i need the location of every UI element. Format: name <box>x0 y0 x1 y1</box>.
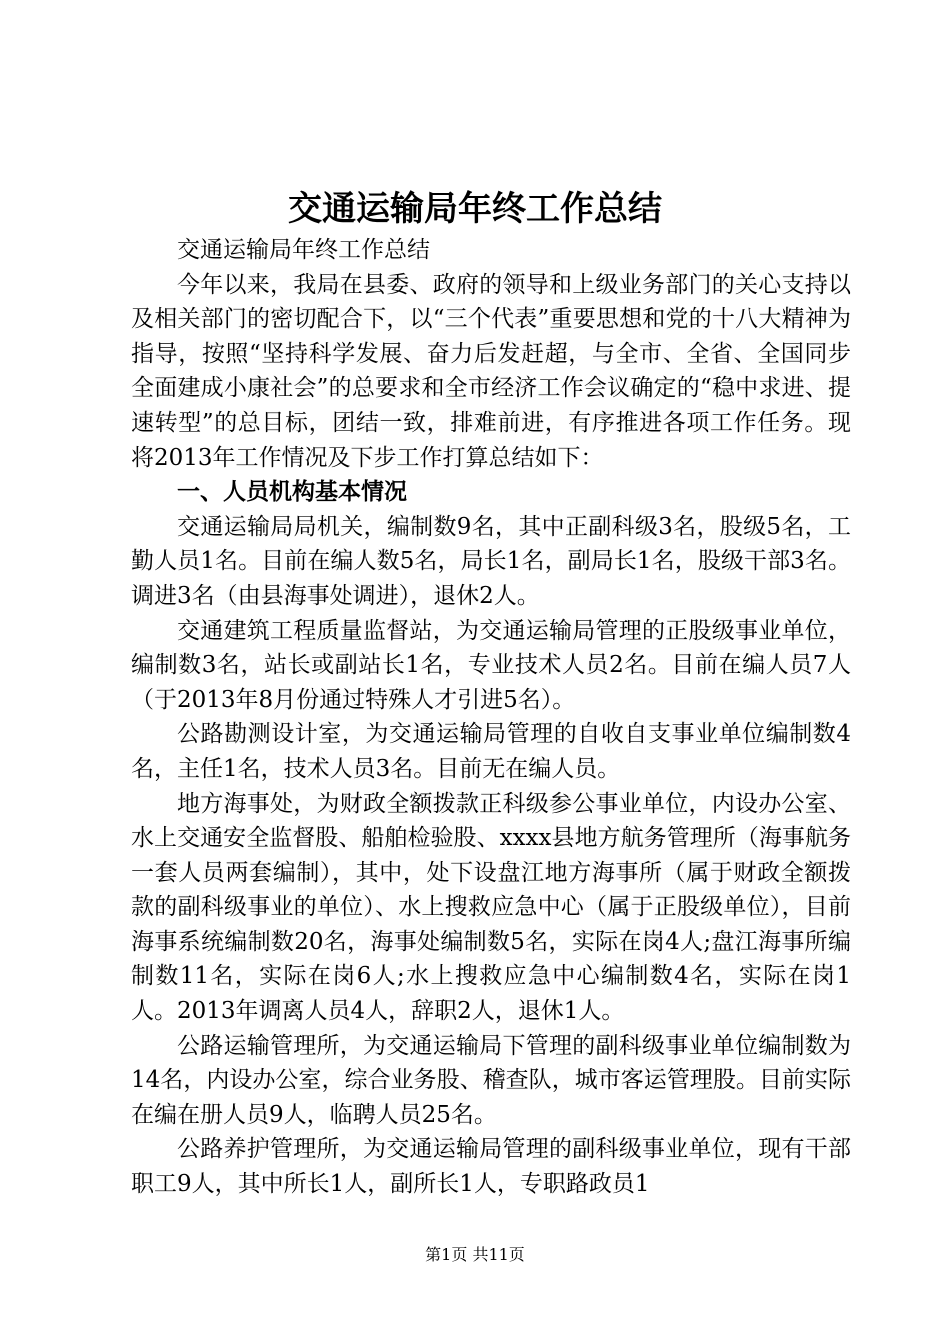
page-footer: 第1页 共11页 <box>425 1245 525 1264</box>
section-heading: 一、人员机构基本情况 <box>177 479 407 506</box>
paragraph-subtitle: 交通运输局年终工作总结 <box>177 237 430 263</box>
paragraph-maritime-office: 地方海事处，为财政全额拨款正科级参公事业单位，内设办公室、水上交通安全监督股、船舶检验股、xxxx县地方航务管理所（海事航务一套人员两套编制），其中，处下设盘江地方海事所（属于财政全额拨款的副科级事业的单位）、水上搜救应急中心（属于正股级单位），目前海事系统编制数20名，海事处编制数5名，实际在岗4人;盘江海事所编制数11名，实际在岗6人;水上搜救应急中心编制数4名，实际在岗1人。2013年调离人员4人，辞职2人，退休1人。 <box>131 790 851 1025</box>
paragraph-intro: 今年以来，我局在县委、政府的领导和上级业务部门的关心支持以及相关部门的密切配合下，以“三个代表”重要思想和党的十八大精神为指导，按照“坚持科学发展、奋力后发赶超，与全市、全省、全国同步全面建成小康社会”的总要求和全市经济工作会议确定的“稳中求进、提速转型”的总目标，团结一致，排难前进，有序推进各项工作任务。现将2013年工作情况及下步工作打算总结如下： <box>131 271 851 471</box>
document-title: 交通运输局年终工作总结 <box>288 189 662 229</box>
paragraph-transport-office: 公路运输管理所，为交通运输局下管理的副科级事业单位编制数为14名，内设办公室，综合业务股、稽查队，城市客运管理股。目前实际在编在册人员9人，临聘人员25名。 <box>131 1032 851 1128</box>
paragraph-quality-station: 交通建筑工程质量监督站，为交通运输局管理的正股级事业单位，编制数3名，站长或副站长1名，专业技术人员2名。目前在编人员7人（于2013年8月份通过特殊人才引进5名）。 <box>131 617 851 713</box>
document-body <box>131 233 851 1202</box>
paragraph-survey-office: 公路勘测设计室，为交通运输局管理的自收自支事业单位编制数4名，主任1名，技术人员3名。目前无在编人员。 <box>131 721 851 782</box>
paragraph-maintenance-office: 公路养护管理所，为交通运输局管理的副科级事业单位，现有干部职工9人，其中所长1人，副所长1人，专职路政员1 <box>131 1136 851 1198</box>
paragraph-bureau-office: 交通运输局局机关，编制数9名，其中正副科级3名，股级5名，工勤人员1名。目前在编人数5名，局长1名，副局长1名，股级干部3名。调进3名（由县海事处调进），退休2人。 <box>131 513 851 609</box>
